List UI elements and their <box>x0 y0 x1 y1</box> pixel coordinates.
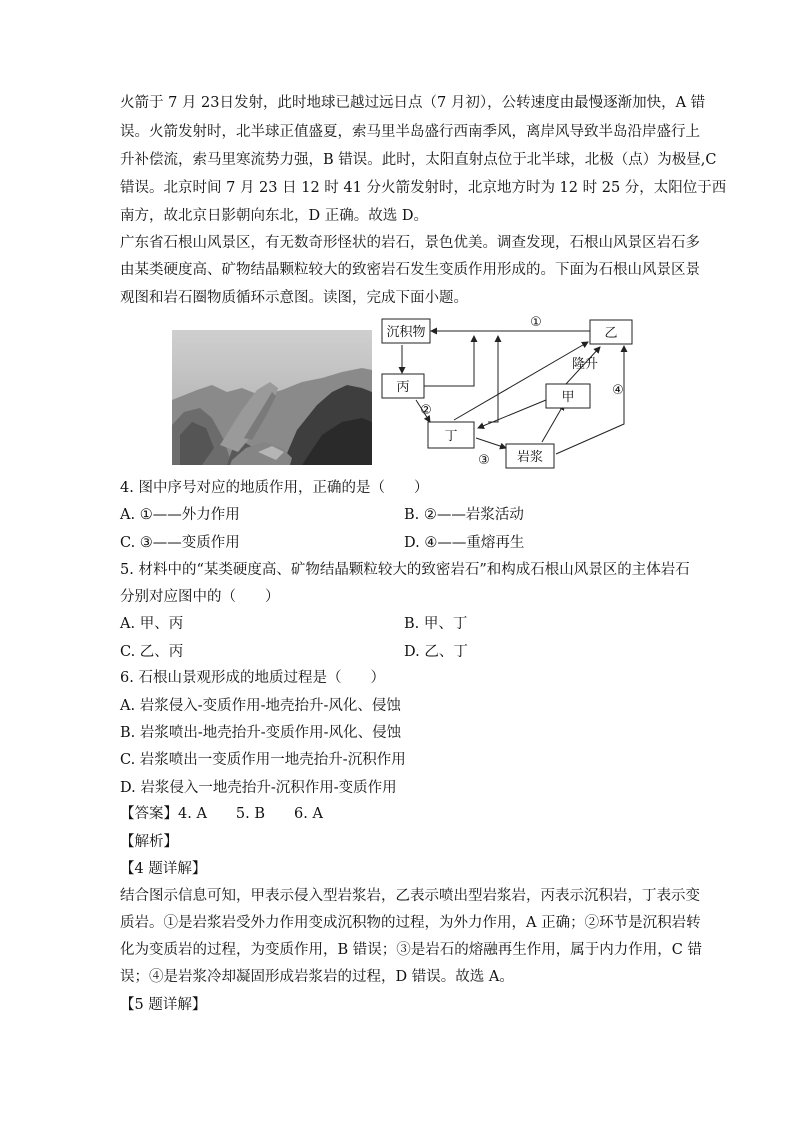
label-2: ② <box>420 403 432 418</box>
question-6-option-b: B. 岩浆喷出-地壳抬升-变质作用-风化、侵蚀 <box>120 725 402 741</box>
box-jia-label: 甲 <box>561 390 575 405</box>
box-sediment <box>382 319 430 343</box>
paragraph-line: 由某类硬度高、矿物结晶颗粒较大的致密岩石发生变质作用形成的。下面为石根山风景区景 <box>120 262 700 278</box>
question-4-option-c: C. ③——变质作用 <box>120 535 240 551</box>
label-4: ④ <box>612 383 624 398</box>
paragraph-line: 火箭于 7 月 23日发射，此时地球已越过远日点（7 月初），公转速度由最慢逐渐加快，A 错 <box>120 95 706 111</box>
q4-detail-line: 误；④是岩浆冷却凝固形成岩浆岩的过程，D 错误。故选 A。 <box>120 969 514 985</box>
question-4-option-a: A. ①——外力作用 <box>120 507 240 523</box>
box-jia <box>546 384 590 408</box>
label-uplift: 隆升 <box>571 357 599 372</box>
q4-detail-line: 化为变质岩的过程，为变质作用，B 错误；③是岩石的熔融再生作用，属于内力作用，C 错 <box>120 942 702 958</box>
paragraph-line: 错误。北京时间 7 月 23 日 12 时 41 分火箭发射时，北京地方时为 12 时 25 分，太阳位于西 <box>120 180 727 196</box>
rock-cycle-diagram <box>378 314 638 474</box>
question-5-option-d: D. 乙、丁 <box>404 644 468 660</box>
box-bing <box>382 374 424 398</box>
question-5-stem: 5. 材料中的“某类硬度高、矿物结晶颗粒较大的致密岩石”和构成石根山风景区的主体岩石 <box>120 562 690 578</box>
question-5-option-b: B. 甲、丁 <box>404 616 468 632</box>
question-6-option-c: C. 岩浆喷出一变质作用一地壳抬升-沉积作用 <box>120 752 406 768</box>
q4-detail-line: 质岩。①是岩浆岩受外力作用变成沉积物的过程，为外力作用，A 正确；②环节是沉积岩转 <box>120 915 701 931</box>
question-5-option-a: A. 甲、丙 <box>120 616 184 632</box>
box-yi <box>590 320 632 344</box>
paragraph-line: 误。火箭发射时，北半球正值盛夏，索马里半岛盛行西南季风，离岸风导致半岛沿岸盛行上 <box>120 124 700 140</box>
label-1: ① <box>530 315 542 330</box>
box-magma-label: 岩浆 <box>516 450 544 465</box>
box-yi-label: 乙 <box>604 326 618 341</box>
answer-line: 【答案】4. A 5. B 6. A <box>120 806 323 822</box>
question-6-option-d: D. 岩浆侵入一地壳抬升-沉积作用-变质作用 <box>120 780 397 796</box>
question-4-option-b: B. ②——岩浆活动 <box>404 507 524 523</box>
question-5-option-c: C. 乙、丙 <box>120 644 184 660</box>
box-bing-label: 丙 <box>396 380 410 395</box>
box-ding-label: 丁 <box>444 429 458 444</box>
q5-detail-heading: 【5 题详解】 <box>120 997 207 1013</box>
paragraph-line: 观图和岩石圈物质循环示意图。读图，完成下面小题。 <box>120 290 468 306</box>
question-6-option-a: A. 岩浆侵入-变质作用-地壳抬升-风化、侵蚀 <box>120 698 401 714</box>
paragraph-line: 南方，故北京日影朝向东北，D 正确。故选 D。 <box>120 208 428 224</box>
question-6-stem: 6. 石根山景观形成的地质过程是（ ） <box>120 670 385 686</box>
box-ding <box>428 422 474 448</box>
question-5-stem: 分别对应图中的（ ） <box>120 589 280 605</box>
q4-detail-heading: 【4 题详解】 <box>120 861 207 877</box>
box-sediment-label: 沉积物 <box>386 325 426 340</box>
paragraph-line: 广东省石根山风景区，有无数奇形怪状的岩石，景色优美。调查发现，石根山风景区岩石多 <box>120 235 700 251</box>
landscape-photo <box>172 330 372 465</box>
paragraph-line: 升补偿流，索马里寒流势力强，B 错误。此时，太阳直射点位于北半球，北极（点）为极昼,C <box>120 152 717 168</box>
q4-detail-line: 结合图示信息可知，甲表示侵入型岩浆岩，乙表示喷出型岩浆岩，丙表示沉积岩，丁表示变 <box>120 888 700 904</box>
box-magma <box>506 444 554 468</box>
question-4-stem: 4. 图中序号对应的地质作用，正确的是（ ） <box>120 480 429 496</box>
analysis-heading: 【解析】 <box>120 834 178 850</box>
question-4-option-d: D. ④——重熔再生 <box>404 535 525 551</box>
label-3: ③ <box>478 453 490 468</box>
